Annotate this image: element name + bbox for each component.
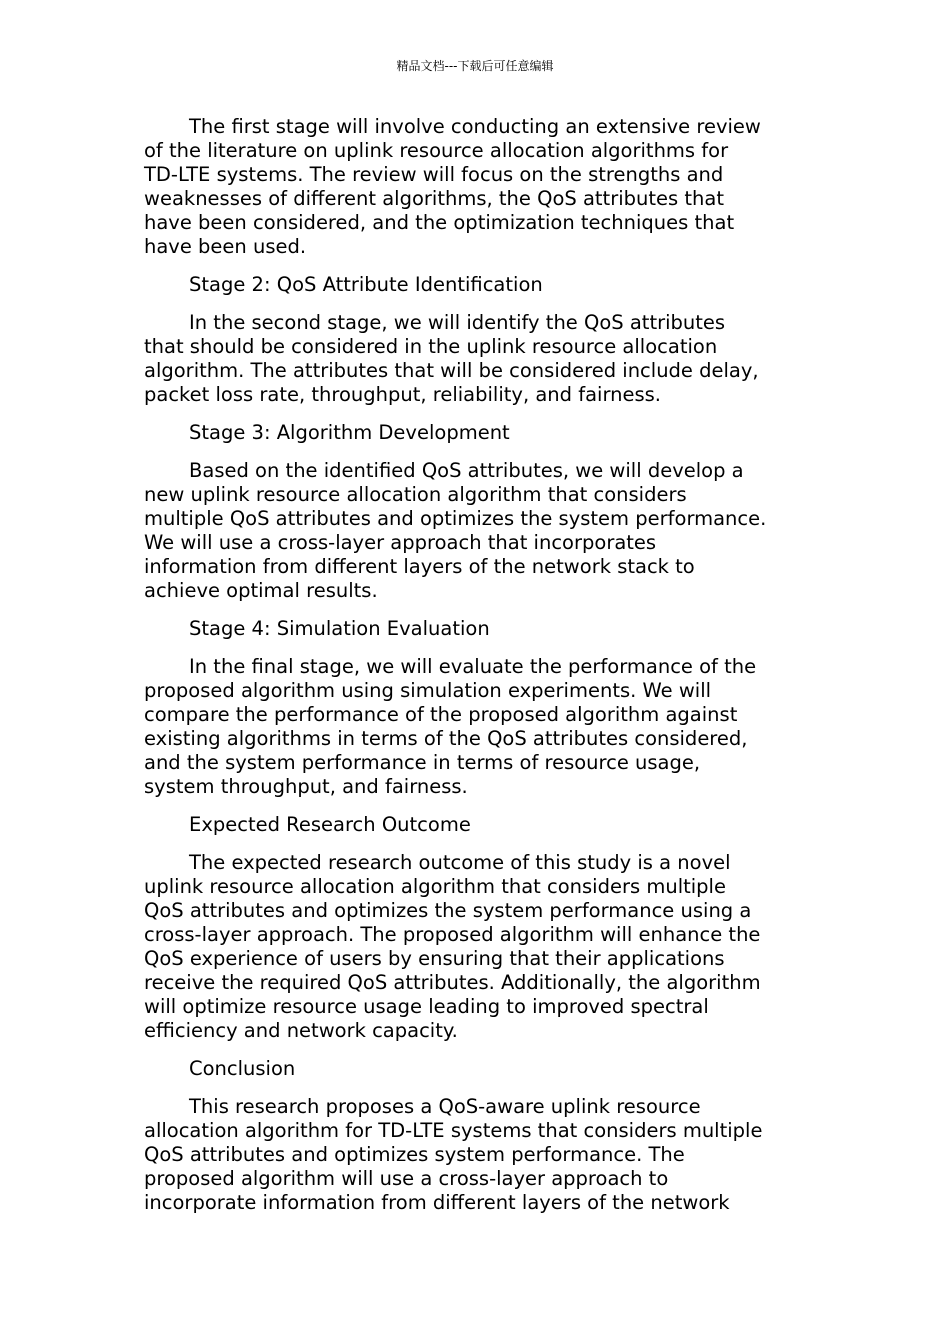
text-line: have been considered, and the optimization techniques that xyxy=(144,211,735,234)
text-line: incorporate information from different layers of the network xyxy=(144,1191,730,1214)
text-line: The first stage will involve conducting an extensive review xyxy=(189,115,761,138)
text-line: QoS attributes and optimizes the system performance using a xyxy=(144,899,752,922)
text-line: QoS attributes and optimizes system performance. The xyxy=(144,1143,685,1166)
text-line: Based on the identified QoS attributes, we will develop a xyxy=(189,459,744,482)
text-line: proposed algorithm will use a cross-layer approach to xyxy=(144,1167,669,1190)
text-line: TD-LTE systems. The review will focus on the strengths and xyxy=(144,163,724,186)
paragraph-simulation-evaluation xyxy=(144,655,812,799)
text-line: uplink resource allocation algorithm that considers multiple xyxy=(144,875,726,898)
text-line: In the second stage, we will identify the QoS attributes xyxy=(189,311,726,334)
text-line: proposed algorithm using simulation experiments. We will xyxy=(144,679,712,702)
text-line: QoS experience of users by ensuring that their applications xyxy=(144,947,725,970)
text-line: existing algorithms in terms of the QoS attributes considered, xyxy=(144,727,748,750)
text-line: The expected research outcome of this study is a novel xyxy=(189,851,731,874)
text-line: efficiency and network capacity. xyxy=(144,1019,458,1042)
text-line: packet loss rate, throughput, reliability, and fairness. xyxy=(144,383,662,406)
text-line: algorithm. The attributes that will be considered include delay, xyxy=(144,359,759,382)
paragraph-literature-review xyxy=(144,115,812,259)
text-line: compare the performance of the proposed algorithm against xyxy=(144,703,738,726)
text-line: and the system performance in terms of resource usage, xyxy=(144,751,701,774)
text-line: will optimize resource usage leading to improved spectral xyxy=(144,995,709,1018)
text-line: new uplink resource allocation algorithm that considers xyxy=(144,483,687,506)
text-line: system throughput, and fairness. xyxy=(144,775,468,798)
heading-expected-outcome: Expected Research Outcome xyxy=(189,813,471,836)
text-line: have been used. xyxy=(144,235,307,258)
text-line: We will use a cross-layer approach that incorporates xyxy=(144,531,657,554)
text-line: that should be considered in the uplink resource allocation xyxy=(144,335,718,358)
heading-stage-3: Stage 3: Algorithm Development xyxy=(189,421,510,444)
text-line: of the literature on uplink resource allocation algorithms for xyxy=(144,139,729,162)
text-line: receive the required QoS attributes. Additionally, the algorithm xyxy=(144,971,761,994)
text-line: weaknesses of different algorithms, the QoS attributes that xyxy=(144,187,724,210)
heading-stage-2: Stage 2: QoS Attribute Identification xyxy=(189,273,543,296)
paragraph-expected-outcome xyxy=(144,851,812,1043)
text-line: allocation algorithm for TD-LTE systems that considers multiple xyxy=(144,1119,763,1142)
text-line: This research proposes a QoS-aware uplink resource xyxy=(189,1095,701,1118)
heading-stage-4: Stage 4: Simulation Evaluation xyxy=(189,617,490,640)
heading-conclusion: Conclusion xyxy=(189,1057,296,1080)
paragraph-qos-identification xyxy=(144,311,812,407)
text-line: cross-layer approach. The proposed algorithm will enhance the xyxy=(144,923,761,946)
paragraph-conclusion xyxy=(144,1095,812,1215)
document-body xyxy=(144,115,812,1229)
text-line: In the final stage, we will evaluate the performance of the xyxy=(189,655,757,678)
text-line: multiple QoS attributes and optimizes the system performance. xyxy=(144,507,767,530)
text-line: achieve optimal results. xyxy=(144,579,378,602)
page-header: 精品文档---下载后可任意编辑 xyxy=(396,59,554,73)
text-line: information from different layers of the network stack to xyxy=(144,555,695,578)
paragraph-algorithm-development xyxy=(144,459,812,603)
